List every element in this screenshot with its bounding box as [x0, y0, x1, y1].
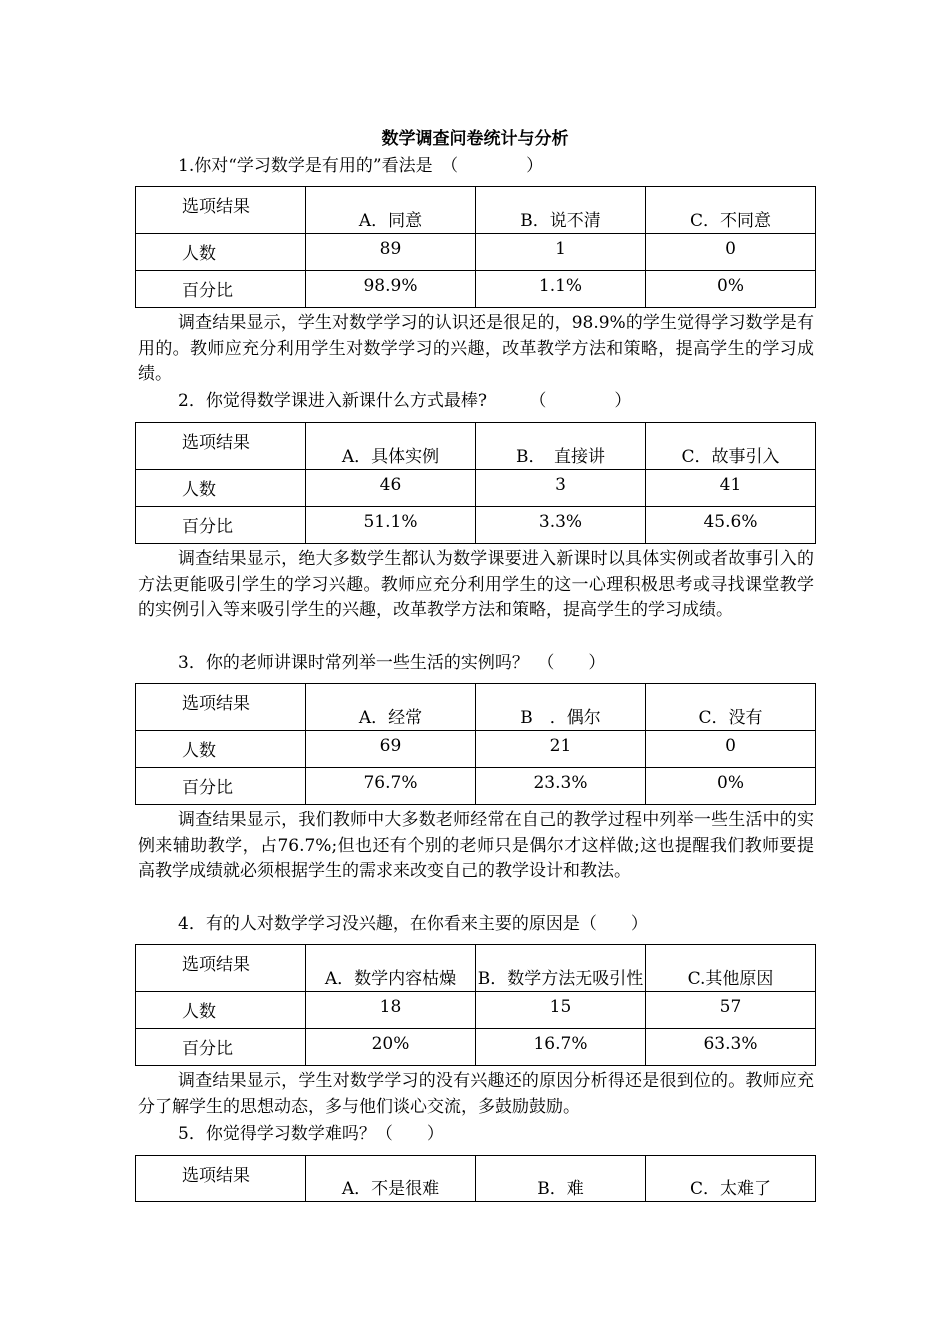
percent-label: 百分比: [136, 271, 306, 308]
percent-b: 23.3%: [476, 768, 646, 805]
question-2-table: [135, 422, 816, 544]
count-b: 3: [476, 470, 646, 507]
count-label: 人数: [136, 992, 306, 1029]
option-b: B． 直接讲: [476, 423, 646, 470]
count-label: 人数: [136, 731, 306, 768]
count-row: [136, 470, 816, 507]
question-4-analysis: 调查结果显示，学生对数学学习的没有兴趣还的原因分析得还是很到位的。教师应充分了解学生的思想动态，多与他们谈心交流，多鼓励鼓励。: [138, 1071, 814, 1117]
question-1-text: 1.你对“学习数学是有用的”看法是 （ ）: [178, 156, 544, 176]
option-a: A．同意: [306, 187, 476, 234]
question-3-analysis: 调查结果显示，我们教师中大多数老师经常在自己的教学过程中列举一些生活中的实例来辅助教学，占76.7%;但也还有个别的老师只是偶尔才这样做;这也提醒我们教师要提高教学成绩就必须根据学生的需求来改变自己的教学设计和教法。: [138, 810, 814, 881]
option-a: A．不是很难: [306, 1156, 476, 1202]
percent-a: 20%: [306, 1029, 476, 1066]
count-c: 0: [646, 731, 816, 768]
header-label: 选项结果: [136, 945, 306, 992]
percent-label: 百分比: [136, 768, 306, 805]
option-c: C．故事引入: [646, 423, 816, 470]
count-row: [136, 992, 816, 1029]
percent-label: 百分比: [136, 1029, 306, 1066]
question-5-text: 5．你觉得学习数学难吗？（ ）: [178, 1124, 444, 1144]
option-c: C．太难了: [646, 1156, 816, 1202]
option-a: A．数学内容枯燥: [306, 945, 476, 992]
question-1-table: [135, 186, 816, 308]
question-4-table: [135, 944, 816, 1066]
option-b: B．数学方法无吸引性: [476, 945, 646, 992]
header-label: 选项结果: [136, 423, 306, 470]
percent-c: 45.6%: [646, 507, 816, 544]
count-row: [136, 731, 816, 768]
count-c: 41: [646, 470, 816, 507]
count-b: 1: [476, 234, 646, 271]
percent-a: 76.7%: [306, 768, 476, 805]
option-c: C．没有: [646, 684, 816, 731]
page-title: 数学调查问卷统计与分析: [381, 129, 569, 149]
percent-row: [136, 1029, 816, 1066]
percent-c: 0%: [646, 768, 816, 805]
question-4-text: 4．有的人对数学学习没兴趣，在你看来主要的原因是（ ）: [178, 914, 648, 934]
count-row: [136, 234, 816, 271]
percent-b: 1.1%: [476, 271, 646, 308]
count-b: 15: [476, 992, 646, 1029]
percent-label: 百分比: [136, 507, 306, 544]
header-label: 选项结果: [136, 187, 306, 234]
count-c: 57: [646, 992, 816, 1029]
count-label: 人数: [136, 234, 306, 271]
option-b: B．说不清: [476, 187, 646, 234]
percent-b: 3.3%: [476, 507, 646, 544]
count-a: 69: [306, 731, 476, 768]
option-a: A．具体实例: [306, 423, 476, 470]
count-c: 0: [646, 234, 816, 271]
count-a: 18: [306, 992, 476, 1029]
question-5-table: [135, 1155, 816, 1202]
table-header-row: [136, 187, 816, 234]
percent-b: 16.7%: [476, 1029, 646, 1066]
question-2-text: 2．你觉得数学课进入新课什么方式最棒? （ ）: [178, 391, 632, 411]
header-label: 选项结果: [136, 684, 306, 731]
option-b: B．难: [476, 1156, 646, 1202]
table-header-row: [136, 945, 816, 992]
percent-c: 63.3%: [646, 1029, 816, 1066]
percent-c: 0%: [646, 271, 816, 308]
header-label: 选项结果: [136, 1156, 306, 1202]
percent-row: [136, 271, 816, 308]
count-a: 89: [306, 234, 476, 271]
question-1-analysis: 调查结果显示，学生对数学学习的认识还是很足的，98.9%的学生觉得学习数学是有用的。教师应充分利用学生对数学学习的兴趣，改革教学方法和策略，提高学生的学习成绩。: [138, 313, 814, 384]
question-3-table: [135, 683, 816, 805]
table-header-row: [136, 1156, 816, 1202]
table-header-row: [136, 684, 816, 731]
option-c: C.其他原因: [646, 945, 816, 992]
percent-row: [136, 507, 816, 544]
option-c: C．不同意: [646, 187, 816, 234]
question-2-analysis: 调查结果显示，绝大多数学生都认为数学课要进入新课时以具体实例或者故事引入的方法更能吸引学生的学习兴趣。教师应充分利用学生的这一心理积极思考或寻找课堂教学的实例引入等来吸引学生的兴趣，改革教学方法和策略，提高学生的学习成绩。: [138, 549, 814, 620]
option-b: B ．偶尔: [476, 684, 646, 731]
count-b: 21: [476, 731, 646, 768]
count-a: 46: [306, 470, 476, 507]
percent-a: 51.1%: [306, 507, 476, 544]
option-a: A．经常: [306, 684, 476, 731]
table-header-row: [136, 423, 816, 470]
percent-a: 98.9%: [306, 271, 476, 308]
percent-row: [136, 768, 816, 805]
question-3-text: 3．你的老师讲课时常列举一些生活的实例吗？ （ ）: [178, 653, 606, 673]
count-label: 人数: [136, 470, 306, 507]
